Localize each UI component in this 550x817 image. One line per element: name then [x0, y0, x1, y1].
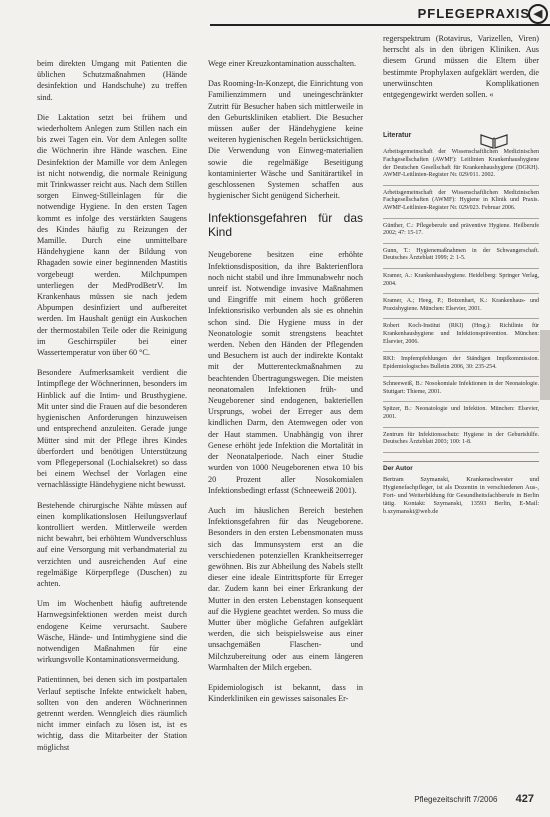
literature-item: Robert Koch-Institut (RKI) (Hrsg.): Richtlinie für Krankenhaushygiene und Infektionsprävention. München: Elsevier, 2006.	[383, 319, 539, 352]
paragraph: Epidemiologisch ist bekannt, dass in Kinderkliniken ein gewisses saisonales Er-	[208, 682, 363, 704]
page-number: 427	[515, 793, 534, 805]
column-left	[37, 58, 187, 762]
book-icon	[479, 131, 509, 149]
literature-item: Spitzer, B.: Neonatologie und Infektion. München: Elsevier, 2001.	[383, 402, 539, 427]
paragraph: Um im Wochenbett häufig auftretende Harnwegsinfektionen werden meist durch endogene Keime verursacht. Saubere Wäsche, Hände- und Intimhygiene sind die notwendigen Maßnahmen für eine wirkungsvolle Kontaminationsvermeidung.	[37, 599, 187, 665]
literature-item: Günther, C.: Pflegeberufe und präventive Hygiene. Heilberufe 2002; 47: 15-17.	[383, 219, 539, 244]
paragraph: Auch im häuslichen Bereich bestehen Infektionsgefahren für das Neugeborene. Besonders in den ersten Lebensmonaten muss sich das Immunsystem erst an die verschiedenen potenziellen Krankheitserreger gewöhnen. Bis zur Abheilung des Nabels stellt dieser eine ideale Eintrittspforte für Erreger dar. Zudem kann bei einer Erkrankung der Mutter in den ersten Lebenstagen konsequent auf die Hygiene geachtet werden. So muss die Mutter über mögliche Gefahren aufgeklärt werden, die sich beispielsweise aus einer unsachgemäßen Flaschen- und Milchzubereitung oder aus einem längeren Warmhalten der Milch ergeben.	[208, 505, 363, 672]
author-box	[383, 461, 539, 516]
paragraph: Die Laktation setzt bei frühem und wiederholtem Anlegen zum Stillen nach ein bis zwei Tagen ein. Vor dem Anlegen sollte die Wöchnerin ihre Hände waschen. Eine Desinfektion der Mamille vor dem Anlegen ist nicht notwendig, die normale Reinigung mit Trinkwasser reicht aus. Nach dem Stillen sorgen Einweg-Stilleinlagen für die notwendige Hygiene. In den ersten Tagen kommt es infolge des verstärkten Saugens des Kindes häufig zu Reizungen der Mamille. Durch eine unmittelbare Händehygiene kann der Bildung von Rhagaden sowie einer beginnenden Mastitis vorgebeugt werden. Milchpumpen unterliegen der MedProdBetrV. Im Krankenhaus müssen sie nach jedem Abpumpen desinfiziert und aufbereitet werden. Im Haushalt genügt ein Auskochen der thermostabilen Teile oder die Reinigung im Geschirrspüler bei einer Wassertemperatur von über 60 °C.	[37, 112, 187, 358]
paragraph: Neugeborene besitzen eine erhöhte Infektionsdisposition, da ihre Bakterienflora noch nicht stabil und ihre Immunabwehr noch unreif ist. Notwendige invasive Maßnahmen und Eingriffe mit einem hoch größeren Infektionsrisiko verbunden als sie es ohnehin schon sind. Die Hygiene muss in der Neonatologie somit strengstens beachtet werden. Neben den Händen der Pflegenden und Besuchern ist auch der indirekte Kontakt mit der Mutterenteckmaßnahmen zu beachtenden Übertragungswegen. Die meisten neonatomalen Infektionen früh- und Neugeborener sind endogenen, bakteriellen Ursprungs, wobei der Erreger aus dem kindlichen Darm, den Atemwegen oder von der Haut stammen. Unabhängig von ihrer Genese erhöht jede Infektion die Mortalität in der Neonatalperiode. Nach einer Studie wurden von 1000 Neugeborenen etwa 10 bis 20 Prozent aller Nosokomialen Infektionsbedingt erfasst (Schneeweiß 2001).	[208, 250, 363, 495]
literature-item: Kramer, A.: Krankenhaushygiene. Heidelberg: Springer Verlag, 2004.	[383, 269, 539, 294]
literature-heading: Literatur	[383, 132, 412, 140]
literature-item: Zentrum für Infektionsschutz: Hygiene in der Geburtshilfe. Deutsches Ärzteblatt 2003; 100: 1-8.	[383, 428, 539, 453]
paragraph: regerspektrum (Rotavirus, Varizellen, Viren) herrscht als in den übrigen Kliniken. Aus diesem Grund müssen die Eltern über bestimmte Prophylaxen aufgeklärt werden, die unerwünschten Komplikationen entgegengewirkt werden sollen. «	[383, 34, 539, 100]
author-heading: Der Autor	[383, 464, 413, 472]
literature-item: Kramer, A.; Heeg, P.; Botzenhart, K.: Krankenhaus- und Praxishygiene. München: Elsevier, 2001.	[383, 294, 539, 319]
paragraph: Bestehende chirurgische Nähte müssen auf einen komplikationslosen Heilungsverlauf kontrolliert werden. Mittlerweile werden nicht bewahrt, bei erhöhtem Wundverschluss auf eine Versorgung mit verbandmaterial zu verzichten und ausreichenden Auf eine regelmäßige Körperpflege (Duschen) zu achten.	[37, 500, 187, 588]
header-rule	[210, 24, 550, 26]
paragraph: beim direkten Umgang mit Patienten die üblichen Schutzmaßnahmen (Hände desinfektion und Handschuhe) zu treffen sind.	[37, 59, 187, 102]
page-footer	[414, 793, 534, 805]
literature-item: Arbeitsgemeinschaft der Wissenschaftlichen Medizinischen Fachgesellschaften (AWMF): Hygiene in Klinik und Praxis. AWMF-Leitlinien-Register Nr. 029/023. Februar 2006.	[383, 186, 539, 219]
author-text: Bertram Szymanski, Krankenschwester und Hygienefachpfleger, ist als Dozentin in verschiedenen Aus-, Fort- und Weiterbildung für Gesundheitsfachberufe in Berlin tätig. Kontakt: Szymanski, 13593 Berlin, E-Mail: b.szymanski@web.de	[383, 475, 539, 515]
paragraph: Besondere Aufmerksamkeit verdient die Intimpflege der Wöchnerinnen, besonders im Hinblick auf die Intim- und Brusthygiene. Mit unter sind die Frauen auf die besonderen hygienischen Anforderungen hinzuweisen und entsprechend anzuleiten. Gerade junge Mütter sind mit der Pflege ihres Kindes überfordert und benötigen Unterstützung vom Pflegepersonal (Lochialsekret) so dass bei einem Wechsel der Vorlagen eine vernachlässigte Händehygiene nicht bewusst.	[37, 368, 187, 490]
section-marker-icon: ◀	[528, 4, 548, 24]
edge-tab	[540, 330, 550, 400]
literature-item: RKI: Impfempfehlungen der Ständigen Impfkommission. Epidemiologisches Bulletin 2006, 30: 235-254.	[383, 352, 539, 377]
paragraph: Das Rooming-In-Konzept, die Einrichtung von Familienzimmern und uneingeschränkter Zutritt für Besucher haben sich mittlerweile in den Geburtskliniken etabliert. Die Besucher müssen außer der Händehygiene keine weiteren hygienischen Regeln berücksichtigen. Die Verwendung von Einweg-materialien sowie die regelmäßige Beseitigung kontaminierter Wäsche und Sanitärartikel in geschlossenen Systemen schaffen aus hygienischer Sicht genügend Sicherheit.	[208, 79, 363, 201]
section-title: PFLEGEPRAXIS	[417, 6, 530, 21]
section-heading: Infektionsgefahren für das Kind	[208, 211, 363, 240]
literature-item: Schneeweiß, B.: Nosokomiale Infektionen in der Neonatologie. Stuttgart: Thieme, 2001.	[383, 377, 539, 402]
journal-name: Pflegezeitschrift 7/2006	[414, 795, 498, 804]
page-header	[0, 0, 550, 30]
literature-item: Arbeitsgemeinschaft der Wissenschaftlichen Medizinischen Fachgesellschaften (AWMF): Leitlinien Krankenhaushygiene der Deutschen Gesellschaft für Krankenhaushygiene (DGKH). AWMF-Leitlinien-Register Nr. 029/011. 2002.	[383, 145, 539, 185]
column-right	[383, 33, 539, 516]
paragraph: Patientinnen, bei denen sich im postpartalen Verlauf septische Infekte entwickelt haben, sollten von den anderen Wöchnerinnen getrennt werden. Wenngleich dies räumlich nicht immer einfach zu lösen ist, ist es wichtig, dass die Mitarbeiter der Station möglichst	[37, 675, 187, 752]
literature-box	[383, 130, 539, 453]
literature-item: Gunn, T.: Hygienemaßnahmen in der Schwangerschaft. Deutsches Ärzteblatt 1999; 2: 1-5.	[383, 244, 539, 269]
column-middle	[208, 58, 363, 713]
paragraph: Wege einer Kreuzkontamination ausschalten.	[208, 59, 357, 68]
